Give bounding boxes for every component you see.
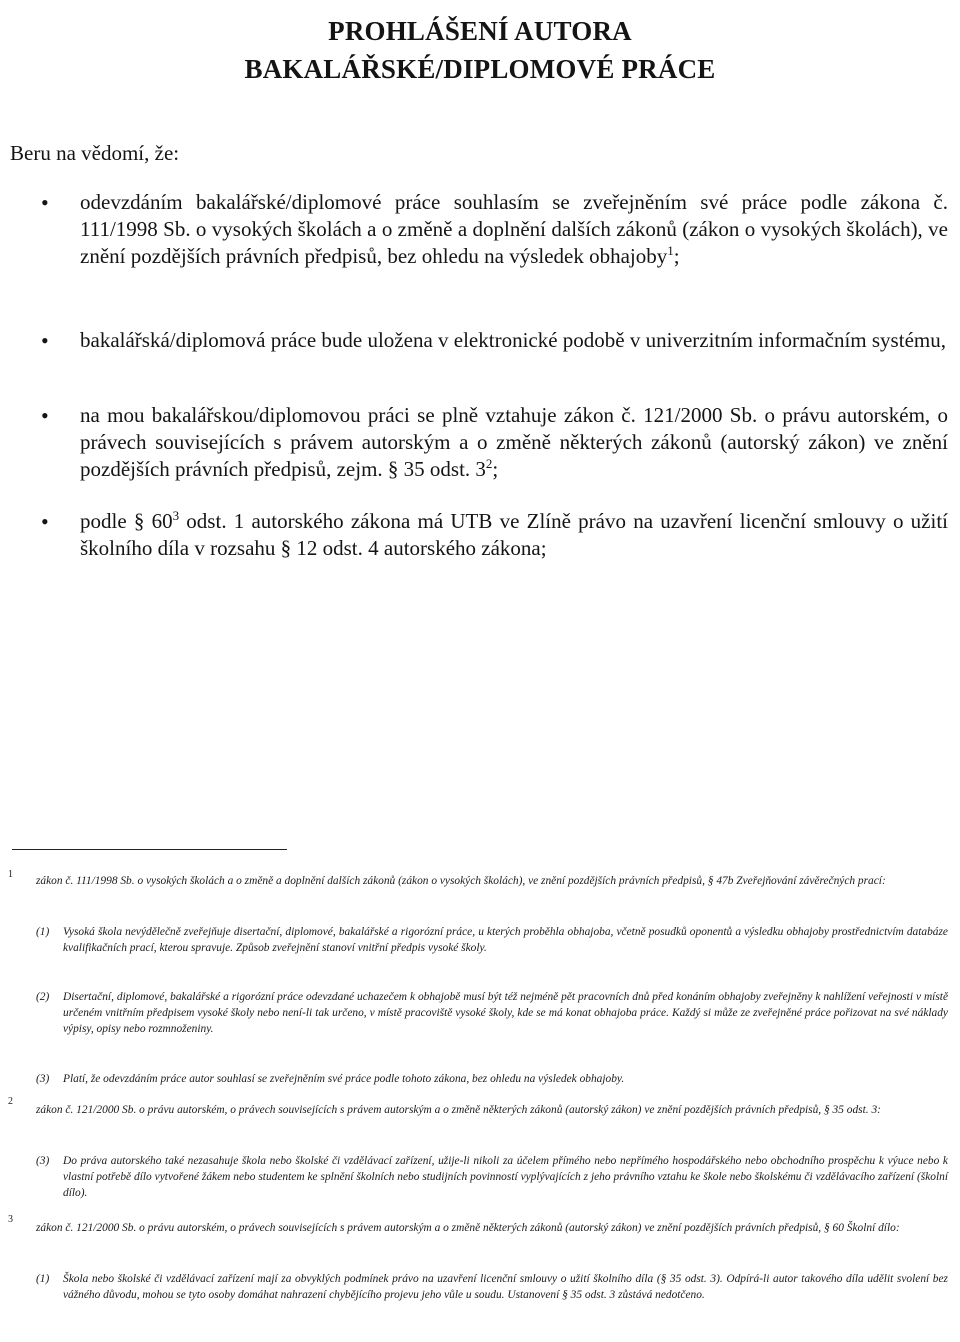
list-item: • na mou bakalářskou/diplomovou práci se plně vztahuje zákon č. 121/2000 Sb. o právu autorském, o právech souvisejících s právem autorským a o změně některých zákonů (autorský zákon) ve znění pozdějších právních předpisů, zejm. § 35 odst. $3^2$; [80,402,948,483]
footnote-3-head: zákon č. 121/2000 Sb. o právu autorském, o právech souvisejících s právem autorským a o změně některých zákonů (autorský zákon) ve znění pozdějších právních předpisů, § 60 Školní dílo: [36,1222,900,1234]
footnote-1-item: (1) Vysoká škola nevýdělečně zveřejňuje disertační, diplomové, bakalářské a rigorózní práce, u kterých proběhla obhajoba, včetně posudků oponentů a výsledku obhajoby prostřednictvím databáze kvalifikačních prací, kterou spravuje. Způsob zveřejnění stanoví vnitřní předpis vysoké školy. [36,926,948,954]
footnote-1-item: (2) Disertační, diplomové, bakalářské a rigorózní práce odevzdané uchazečem k obhajobě musí být též nejméně pět pracovních dnů před konáním obhajoby zveřejněny k nahlížení veřejnosti v místě určeném vnitřním předpisem vysoké školy nebo není-li tak určeno, v místě pracoviště vysoké školy, kde se má konat obhajoba práce. Každý si může ze zveřejněné práce pořizovat na své náklady výpisy, opisy nebo rozmnoženiny. [36,991,948,1035]
list-item: • bakalářská/diplomová práce bude uložena v elektronické podobě v univerzitním informačním systému, [80,327,948,354]
list-item: • odevzdáním bakalářské/diplomové práce souhlasím se zveřejněním své práce podle zákona č. 111/1998 Sb. o vysokých školách a o změně a doplnění dalších zákonů (zákon o vysokých školách), ve znění pozdějších právních předpisů, bez ohledu na výsledek obhajoby$^1$; [80,189,948,270]
list-item: • podle § $60^3$ odst. 1 autorského zákona má UTB ve Zlíně právo na uzavření licenční smlouvy o užití školního díla v rozsahu § 12 odst. 4 autorského zákona; [80,508,948,562]
footnote-1-item: (3) Platí, že odevzdáním práce autor souhlasí se zveřejněním své práce podle tohoto zákona, bez ohledu na výsledek obhajoby. [36,1073,625,1085]
footnote-1-head: zákon č. 111/1998 Sb. o vysokých školách a o změně a doplnění dalších zákonů (zákon o vysokých školách), ve znění pozdějších právních předpisů, § 47b Zveřejňování závěrečných prací: [36,875,886,887]
footnote-3-item: (1) Škola nebo školské či vzdělávací zařízení mají za obvyklých podmínek právo na uzavření licenční smlouvy o užití školního díla (§ 35 odst. 3). Odpírá-li autor takového díla udělit svolení bez vážného důvodu, mohou se tyto osoby domáhat nahrazení chybějícího projevu jeho vůle u soudu. Ustanovení § 35 odst. 3 zůstává nedotčeno. [36,1273,948,1301]
footnote-2-item: (3) Do práva autorského také nezasahuje škola nebo školské či vzdělávací zařízení, užije-li nikoli za účelem přímého nebo nepřímého hospodářského nebo obchodního prospěchu k výuce nebo k vlastní potřebě dílo vytvořené žákem nebo studentem ke splnění školních nebo studijních povinností vyplývajících z jeho právního vztahu ke škole nebo školskému či vzdělávacího zařízení (školní dílo). [36,1155,948,1199]
intro-text: Beru na vědomí, že: [10,141,180,165]
footnote-2-head: zákon č. 121/2000 Sb. o právu autorském, o právech souvisejících s právem autorským a o změně některých zákonů (autorský zákon) ve znění pozdějších právních předpisů, § 35 odst. 3: [36,1104,881,1116]
footnote-ref: 3 [172,508,180,523]
footnote-mark: 1 [8,869,13,880]
page-title-line2: BAKALÁŘSKÉ/DIPLOMOVÉ PRÁCE [244,54,716,84]
page-title-line1: PROHLÁŠENÍ AUTORA [328,16,632,46]
footnote-ref: 2 [485,456,493,471]
footnote-divider [12,849,287,850]
footnote-mark: 2 [8,1096,13,1107]
footnote-ref: 1 [667,243,674,258]
footnote-mark: 3 [8,1214,13,1225]
